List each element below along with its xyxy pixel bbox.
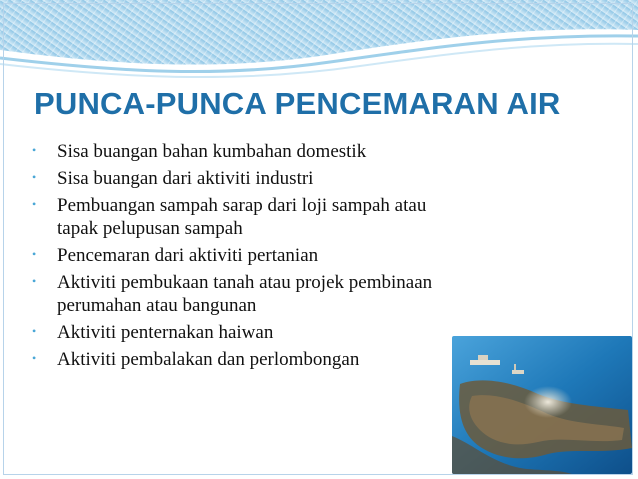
bullet-text-line: Aktiviti penternakan haiwan xyxy=(57,322,274,343)
bullet-text-line: Aktiviti pembalakan dan perlombongan xyxy=(57,349,360,370)
bullet-text-line: Aktiviti pembukaan tanah atau projek pembinaan xyxy=(57,272,433,293)
bullet-text-line: Pencemaran dari aktiviti pertanian xyxy=(57,245,319,266)
bullet-icon: • xyxy=(32,324,37,338)
bullet-icon: • xyxy=(32,351,37,365)
bullet-item xyxy=(30,140,590,163)
bullet-icon: • xyxy=(32,143,37,157)
bullet-text-line: Sisa buangan bahan kumbahan domestik xyxy=(57,141,367,162)
bullet-text-line: Pembuangan sampah sarap dari loji sampah atau xyxy=(57,195,427,216)
bullet-text-line: perumahan atau bangunan xyxy=(57,295,257,316)
oil-spill-aerial-photo xyxy=(452,336,632,474)
bullet-item xyxy=(30,167,590,190)
slide-title: PUNCA-PUNCA PENCEMARAN AIR xyxy=(34,86,561,121)
bullet-text-line: tapak pelupusan sampah xyxy=(57,218,243,239)
bullet-text-line: Sisa buangan dari aktiviti industri xyxy=(57,168,314,189)
bullet-item xyxy=(30,271,590,317)
bullet-icon: • xyxy=(32,170,37,184)
bullet-item xyxy=(30,244,590,267)
bullet-icon: • xyxy=(32,197,37,211)
bullet-icon: • xyxy=(32,274,37,288)
bullet-icon: • xyxy=(32,247,37,261)
header-wave-banner xyxy=(0,0,638,78)
bullet-item xyxy=(30,194,590,240)
